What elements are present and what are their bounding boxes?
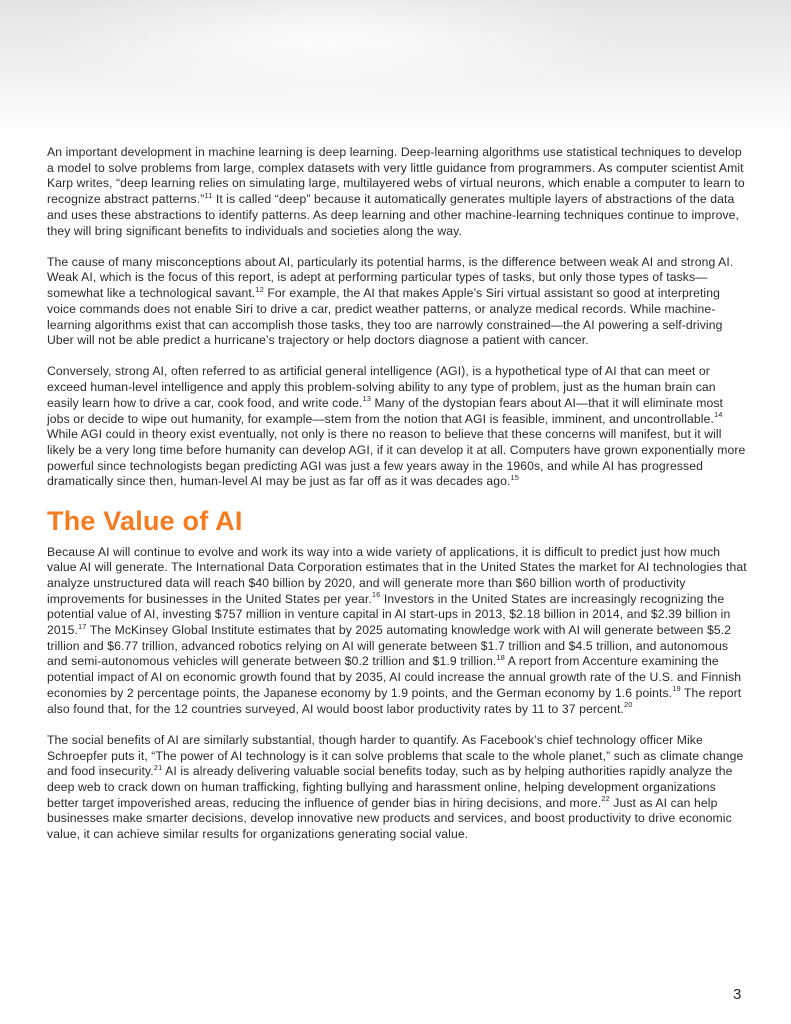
footnote-ref-11: 11 <box>204 190 213 200</box>
text-run: An important development in machine learning is deep learning. Deep-learning algorithms use statistical techniques to develop a model to solve problems from large, complex datasets with very little guidance from programmers. As computer scientist Amit Karp writes, “deep learning relies on simulating large, multilayered webs of virtual neurons, which enable a computer to learn to recognize abstract patterns.” <box>47 145 745 207</box>
footnote-ref-18: 18 <box>496 653 505 663</box>
text-run: Conversely, strong AI, often referred to as artificial general intelligence (AGI), is a hypothetical type of AI that can meet or exceed human-level intelligence and apply this problem-solving ability to any type of problem, just as the human brain can easily learn how to drive a car, cook food, and write code. <box>47 364 716 410</box>
value-section <box>47 545 747 843</box>
paragraph-deep-learning <box>47 145 747 239</box>
footnote-ref-14: 14 <box>713 410 723 420</box>
paragraph-strong-ai-agi <box>47 364 747 490</box>
text-run: AI is already delivering valuable social benefits today, such as by helping authorities rapidly analyze the deep web to crack down on human trafficking, fighting bullying and harassment online, helping development organizations better target impoverished areas, reducing the influence of gender bias in hiring decisions, and more. <box>47 764 733 810</box>
text-run: While AGI could in theory exist eventually, not only is there no reason to believe that these concerns will manifest, but it will likely be a very long time before humanity can develop AGI, if it can develop it at all. Computers have grown exponentially more powerful since technologists began predicting AGI was just a few years away in the 1960s, and while AI has progressed dramatically since then, human-level AI may be just as far off as it was decades ago. <box>47 427 746 489</box>
footnote-ref-13: 13 <box>362 394 372 404</box>
page-body <box>47 145 747 858</box>
text-run: Just as AI can help businesses make smarter decisions, develop innovative new products and services, and boost productivity to drive economic value, it can achieve similar results for organizations generating social value. <box>47 795 732 842</box>
text-run: For example, the AI that makes Apple’s Siri virtual assistant so good at interpreting voice commands does not enable Siri to drive a car, predict weather patterns, or analyze medical records. While machine-learning algorithms exist that can accomplish those tasks, they too are narrowly constrained—the AI powering a self-driving Uber will not be able predict a hurricane’s trajectory or help doctors diagnose a patient with cancer. <box>47 286 723 348</box>
footnote-ref-17: 17 <box>78 621 87 631</box>
text-run: A report from Accenture examining the potential impact of AI on economic growth found that by 2035, AI could increase the annual growth rate of the U.S. and Finnish economies by 2 percentage points, the Japanese economy by 1.9 points, and the German economy by 1.6 points. <box>47 654 742 700</box>
paragraph-economic-value <box>47 545 747 718</box>
paragraph-social-benefits <box>47 733 747 843</box>
text-run: It is called “deep” because it automatically generates multiple layers of abstractions of the data and uses these abstractions to identify patterns. As deep learning and other machine-learning techniques continue to improve, they will bring significant benefits to individuals and societies along the way. <box>47 192 740 238</box>
footnote-ref-15: 15 <box>510 472 520 482</box>
page-number: 3 <box>733 986 742 1003</box>
text-run: The report also found that, for the 12 countries surveyed, AI would boost labor productivity rates by 11 to 37 percent. <box>47 685 742 716</box>
footnote-ref-12: 12 <box>255 284 264 294</box>
text-run: The social benefits of AI are similarly substantial, though harder to quantify. As Facebook’s chief technology officer Mike Schroepfer puts it, “The power of AI technology is it can solve problems that scale to the whole planet,” such as climate change and food insecurity. <box>47 732 744 779</box>
footnote-ref-20: 20 <box>623 700 633 710</box>
paragraph-weak-vs-strong-ai <box>47 255 747 349</box>
text-run: Investors in the United States are increasingly recognizing the potential value of AI, investing $757 million in venture capital in AI start-ups in 2013, $2.18 billion in 2014, and $2.39 billion in 2015. <box>47 591 731 638</box>
footnote-ref-16: 16 <box>371 590 381 600</box>
intro-section <box>47 145 747 490</box>
footnote-ref-19: 19 <box>672 684 681 694</box>
text-run: Because AI will continue to evolve and work its way into a wide variety of applications, it is difficult to predict just how much value AI will generate. The International Data Corporation estimates that in the United States the market for AI technologies that analyze unstructured data will reach $40 billion by 2020, and will generate more than $60 billion worth of productivity improvements for businesses in the United States per year. <box>47 544 747 606</box>
section-heading-value-of-ai: The Value of AI <box>47 505 243 536</box>
text-run: The cause of many misconceptions about AI, particularly its potential harms, is the difference between weak AI and strong AI. Weak AI, which is the focus of this report, is adept at performing particular types of tasks, but only those types of tasks—somewhat like a technological savant. <box>47 254 734 301</box>
header-gradient-band <box>0 0 791 140</box>
text-run: Many of the dystopian fears about AI—that it will eliminate most jobs or decide to wipe out humanity, for example—stem from the notion that AGI is feasible, imminent, and uncontrollable. <box>47 395 724 426</box>
footnote-ref-21: 21 <box>153 762 163 772</box>
text-run: The McKinsey Global Institute estimates that by 2025 automating knowledge work with AI will generate between $5.2 trillion and $6.77 trillion, advanced robotics relying on AI will generate between $1.7 trillion and $4.5 trillion, and autonomous and semi-autonomous vehicles will generate between $0.2 trillion and $1.9 trillion. <box>47 623 732 669</box>
footnote-ref-22: 22 <box>601 794 610 804</box>
